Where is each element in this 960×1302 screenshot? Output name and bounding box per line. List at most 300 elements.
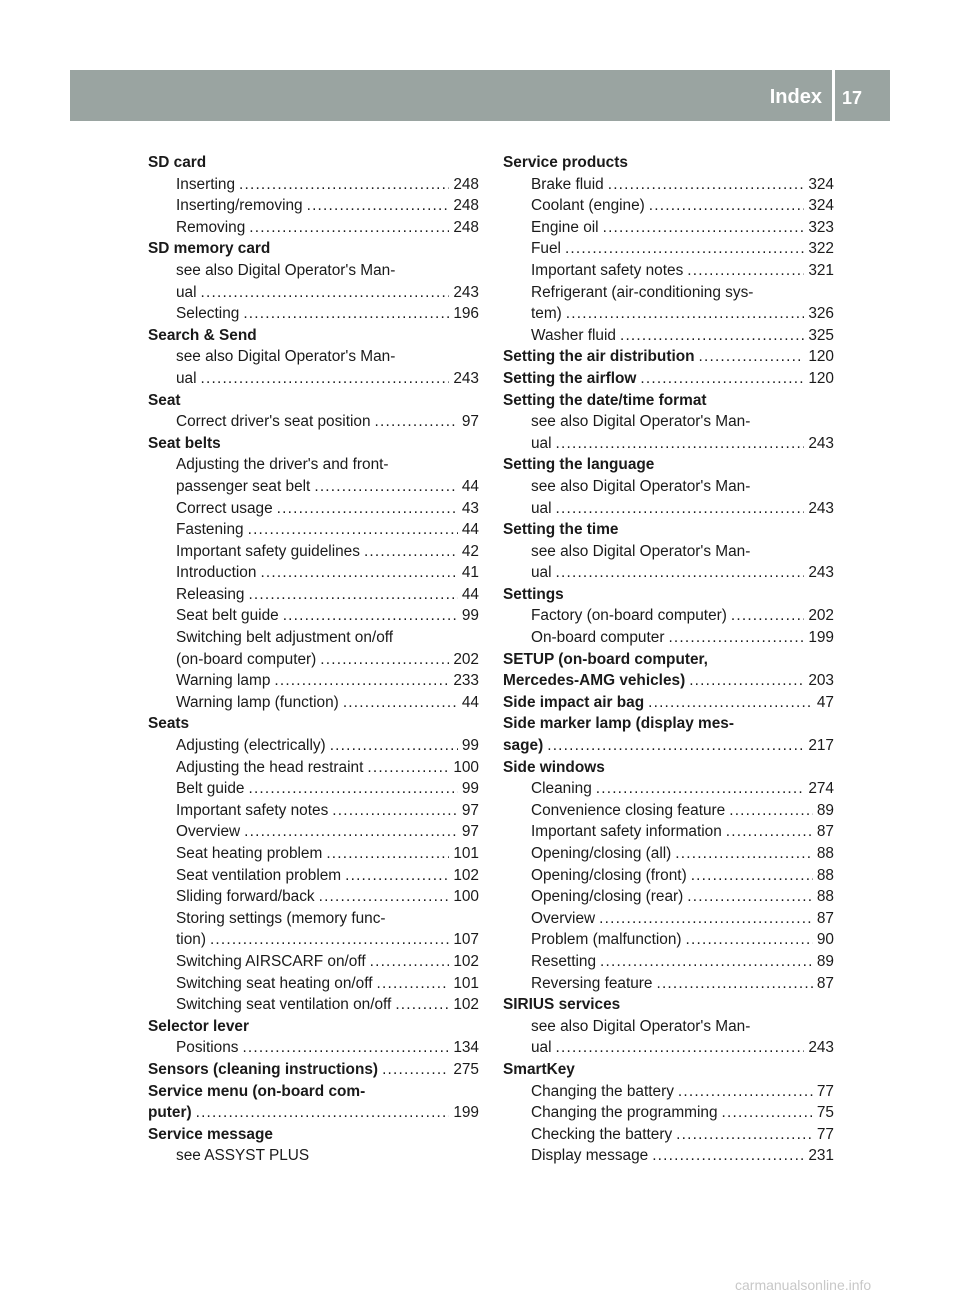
leader-dots <box>326 843 449 865</box>
leader-dots <box>244 821 458 843</box>
index-entry <box>148 1037 479 1059</box>
index-entry <box>148 1145 479 1167</box>
leader-dots <box>248 519 458 541</box>
entry-label: Setting the time <box>503 521 619 539</box>
index-entry <box>148 908 479 930</box>
leader-dots <box>364 541 458 563</box>
index-heading <box>148 1059 479 1081</box>
index-entry <box>148 346 479 368</box>
page-ref[interactable]: 231 <box>808 1147 834 1165</box>
index-entry <box>503 865 834 887</box>
leader-dots <box>678 1081 813 1103</box>
page-ref[interactable]: 322 <box>808 240 834 258</box>
page-ref[interactable]: 75 <box>816 1104 834 1122</box>
leader-dots <box>332 800 458 822</box>
index-heading <box>148 433 479 455</box>
leader-dots <box>722 1102 813 1124</box>
entry-label: Resetting <box>531 952 597 970</box>
index-heading <box>503 454 834 476</box>
entry-label: Mercedes-AMG vehicles) <box>503 672 686 690</box>
index-heading <box>503 757 834 779</box>
leader-dots <box>277 498 458 520</box>
index-entry <box>503 1016 834 1038</box>
leader-dots <box>649 195 805 217</box>
page-ref[interactable]: 321 <box>808 261 834 279</box>
leader-dots <box>675 843 813 865</box>
entry-label: Service message <box>148 1125 273 1143</box>
page-ref[interactable]: 87 <box>816 974 834 992</box>
index-heading <box>148 390 479 412</box>
entry-label: Correct usage <box>176 499 273 517</box>
index-entry <box>503 325 834 347</box>
index-entry <box>148 498 479 520</box>
index-entry <box>148 649 479 671</box>
entry-label: Side marker lamp (display mes- <box>503 715 734 733</box>
entry-label: see also Digital Operator's Man- <box>176 348 396 366</box>
entry-label: Display message <box>531 1147 649 1165</box>
leader-dots <box>731 605 804 627</box>
index-heading <box>503 368 834 390</box>
index-heading <box>503 994 834 1016</box>
page-ref[interactable]: 243 <box>808 564 834 582</box>
entry-label: ual <box>531 564 552 582</box>
index-heading <box>503 735 834 757</box>
watermark: carmanualsonline.info <box>735 1277 872 1293</box>
entry-label: sage) <box>503 737 544 755</box>
index-entry <box>148 929 479 951</box>
page-ref[interactable]: 248 <box>453 218 479 236</box>
index-entry <box>148 562 479 584</box>
page-ref[interactable]: 99 <box>461 780 479 798</box>
header-divider <box>832 70 835 121</box>
page-ref[interactable]: 323 <box>808 218 834 236</box>
index-entry <box>503 843 834 865</box>
leader-dots <box>656 973 812 995</box>
entry-label: see also Digital Operator's Man- <box>531 413 751 431</box>
page-ref[interactable]: 325 <box>808 326 834 344</box>
index-entry <box>503 1037 834 1059</box>
index-entry <box>503 217 834 239</box>
index-heading <box>148 1124 479 1146</box>
entry-label: Switching seat heating on/off <box>176 974 373 992</box>
leader-dots <box>686 929 813 951</box>
index-entry <box>503 174 834 196</box>
leader-dots <box>274 670 449 692</box>
page-ref[interactable]: 274 <box>808 780 834 798</box>
entry-label: Coolant (engine) <box>531 197 645 215</box>
entry-label: tion) <box>176 931 206 949</box>
index-entry <box>503 411 834 433</box>
entry-label: SD memory card <box>148 240 271 258</box>
entry-label: Changing the programming <box>531 1104 718 1122</box>
page-ref[interactable]: 120 <box>808 369 834 387</box>
page-ref[interactable]: 44 <box>461 477 479 495</box>
entry-label: passenger seat belt <box>176 477 311 495</box>
leader-dots <box>283 605 458 627</box>
entry-label: SD card <box>148 154 207 171</box>
entry-label: Opening/closing (front) <box>531 866 687 884</box>
entry-label: ual <box>531 434 552 452</box>
entry-label: Inserting/removing <box>176 197 303 215</box>
index-entry <box>148 735 479 757</box>
index-entry <box>148 865 479 887</box>
index-entry <box>503 778 834 800</box>
entry-label: Seat belt guide <box>176 607 279 625</box>
entry-label: SmartKey <box>503 1060 575 1078</box>
leader-dots <box>668 627 804 649</box>
page-ref[interactable]: 326 <box>808 305 834 323</box>
entry-label: Changing the battery <box>531 1082 674 1100</box>
entry-label: ual <box>531 1039 552 1057</box>
leader-dots <box>375 411 458 433</box>
leader-dots <box>330 735 458 757</box>
leader-dots <box>620 325 804 347</box>
index-column-left <box>148 152 479 1167</box>
entry-label: Setting the air distribution <box>503 348 695 366</box>
index-entry <box>148 973 479 995</box>
index-heading <box>503 670 834 692</box>
entry-label: Belt guide <box>176 780 245 798</box>
page-ref[interactable]: 44 <box>461 693 479 711</box>
page-ref[interactable]: 243 <box>808 434 834 452</box>
index-entry <box>148 282 479 304</box>
entry-label: Fastening <box>176 521 244 539</box>
entry-label: tem) <box>531 305 562 323</box>
page-ref[interactable]: 42 <box>461 542 479 560</box>
index-entry <box>503 238 834 260</box>
index-entry <box>148 195 479 217</box>
index-entry <box>148 411 479 433</box>
index-heading <box>503 519 834 541</box>
index-entry <box>148 174 479 196</box>
entry-label: On-board computer <box>531 629 665 647</box>
entry-label: Setting the date/time format <box>503 391 707 409</box>
index-heading <box>148 1016 479 1038</box>
page-ref[interactable]: 324 <box>808 175 834 193</box>
leader-dots <box>652 1145 804 1167</box>
index-entry <box>148 670 479 692</box>
index-entry <box>503 821 834 843</box>
index-entry <box>148 368 479 390</box>
index-entry <box>503 886 834 908</box>
page-ref[interactable]: 101 <box>453 845 479 862</box>
entry-label: Opening/closing (all) <box>531 845 672 862</box>
page-ref[interactable]: 41 <box>461 564 479 582</box>
page-ref[interactable]: 217 <box>808 737 834 755</box>
entry-label: Opening/closing (rear) <box>531 888 684 906</box>
leader-dots <box>687 886 813 908</box>
index-entry <box>503 973 834 995</box>
index-entry <box>148 951 479 973</box>
page-ref[interactable]: 100 <box>453 758 479 776</box>
index-entry <box>503 282 834 304</box>
page-ref[interactable]: 243 <box>453 369 479 387</box>
leader-dots <box>345 865 449 887</box>
leader-dots <box>249 217 449 239</box>
entry-label: Switching seat ventilation on/off <box>176 996 392 1014</box>
leader-dots <box>382 1059 449 1081</box>
leader-dots <box>640 368 804 390</box>
index-heading <box>503 692 834 714</box>
entry-label: see also Digital Operator's Man- <box>531 1017 751 1035</box>
index-heading <box>148 713 479 735</box>
page-ref[interactable]: 44 <box>461 585 479 603</box>
leader-dots <box>210 929 449 951</box>
index-entry <box>148 886 479 908</box>
entry-label: Adjusting the driver's and front- <box>176 456 389 474</box>
index-heading <box>503 1059 834 1081</box>
page-ref[interactable]: 47 <box>816 693 834 711</box>
entry-label: see also Digital Operator's Man- <box>531 477 751 495</box>
index-entry <box>503 498 834 520</box>
page-ref[interactable]: 275 <box>453 1060 479 1078</box>
index-entry <box>503 1145 834 1167</box>
leader-dots <box>729 800 813 822</box>
page-ref[interactable]: 196 <box>453 305 479 323</box>
entry-label: Storing settings (memory func- <box>176 909 386 927</box>
index-heading <box>503 713 834 735</box>
index-entry <box>148 605 479 627</box>
index-heading <box>148 1081 479 1103</box>
page-ref[interactable]: 102 <box>453 866 479 884</box>
section-title: Index <box>769 86 822 108</box>
page-ref[interactable]: 97 <box>461 801 479 819</box>
leader-dots <box>367 757 449 779</box>
page-ref[interactable]: 90 <box>816 931 834 949</box>
leader-dots <box>565 238 804 260</box>
entry-label: Overview <box>531 909 596 927</box>
entry-label: Washer fluid <box>531 326 616 344</box>
index-entry <box>503 562 834 584</box>
index-entry <box>148 303 479 325</box>
leader-dots <box>648 692 813 714</box>
leader-dots <box>726 821 813 843</box>
entry-label: Switching AIRSCARF on/off <box>176 952 366 970</box>
page-ref[interactable]: 99 <box>461 607 479 625</box>
leader-dots <box>370 951 450 973</box>
index-entry <box>148 843 479 865</box>
entry-label: SETUP (on-board computer, <box>503 650 708 668</box>
entry-label: Selector lever <box>148 1017 249 1035</box>
entry-label: Cleaning <box>531 780 592 798</box>
entry-label: Selecting <box>176 305 240 323</box>
index-heading <box>148 238 479 260</box>
leader-dots <box>691 865 813 887</box>
entry-label: Settings <box>503 585 564 603</box>
page-ref[interactable]: 248 <box>453 197 479 215</box>
leader-dots <box>239 174 449 196</box>
entry-label: Removing <box>176 218 246 236</box>
entry-label: Seat belts <box>148 434 221 452</box>
index-entry <box>148 692 479 714</box>
index-heading <box>503 649 834 671</box>
leader-dots <box>377 973 450 995</box>
page-ref[interactable]: 99 <box>461 737 479 755</box>
page-ref[interactable]: 102 <box>453 952 479 970</box>
page-ref[interactable]: 107 <box>453 931 479 949</box>
entry-label: see also Digital Operator's Man- <box>176 261 396 279</box>
leader-dots <box>600 951 813 973</box>
page-number: 17 <box>842 88 863 108</box>
index-entry <box>503 908 834 930</box>
page-ref[interactable]: 248 <box>453 175 479 193</box>
leader-dots <box>556 498 805 520</box>
index-entry <box>148 821 479 843</box>
leader-dots <box>556 1037 805 1059</box>
leader-dots <box>242 1037 449 1059</box>
index-entry <box>148 800 479 822</box>
entry-label: Service menu (on-board com- <box>148 1082 366 1100</box>
page-ref[interactable]: 243 <box>808 1039 834 1057</box>
page-ref[interactable]: 77 <box>816 1082 834 1100</box>
page-ref[interactable]: 203 <box>808 672 834 690</box>
index-column-right <box>503 152 834 1167</box>
page-ref[interactable]: 101 <box>453 974 479 992</box>
index-entry <box>503 605 834 627</box>
index-entry <box>503 1081 834 1103</box>
entry-label: ual <box>176 369 197 387</box>
page-ref[interactable]: 43 <box>461 499 479 517</box>
index-entry <box>503 627 834 649</box>
entry-label: Side impact air bag <box>503 693 645 711</box>
index-heading <box>148 152 479 174</box>
entry-label: Positions <box>176 1039 239 1057</box>
leader-dots <box>676 1124 813 1146</box>
leader-dots <box>689 670 804 692</box>
index-heading <box>503 346 834 368</box>
page-ref[interactable]: 89 <box>816 952 834 970</box>
entry-label: Sliding forward/back <box>176 888 315 906</box>
index-entry <box>503 260 834 282</box>
page-ref[interactable]: 199 <box>808 629 834 647</box>
index-entry <box>148 584 479 606</box>
page-ref[interactable]: 87 <box>816 909 834 927</box>
entry-label: see ASSYST PLUS <box>176 1147 310 1165</box>
leader-dots <box>395 994 449 1016</box>
index-entry <box>148 778 479 800</box>
page-ref[interactable]: 97 <box>461 823 479 841</box>
entry-label: Important safety information <box>531 823 722 841</box>
index-entry <box>503 195 834 217</box>
index-entry <box>148 627 479 649</box>
leader-dots <box>320 649 449 671</box>
entry-label: Important safety notes <box>531 261 684 279</box>
index-heading <box>503 584 834 606</box>
entry-label: ual <box>176 283 197 301</box>
entry-label: Seat heating problem <box>176 845 323 862</box>
leader-dots <box>596 778 805 800</box>
leader-dots <box>556 562 805 584</box>
index-entry <box>503 476 834 498</box>
entry-label: Warning lamp (function) <box>176 693 339 711</box>
entry-label: Seat <box>148 391 181 409</box>
index-entry <box>148 260 479 282</box>
leader-dots <box>319 886 450 908</box>
leader-dots <box>608 174 805 196</box>
page-ref[interactable]: 202 <box>453 650 479 668</box>
page-ref[interactable]: 88 <box>816 888 834 906</box>
index-entry <box>503 951 834 973</box>
leader-dots <box>603 217 805 239</box>
entry-label: Brake fluid <box>531 175 604 193</box>
index-entry <box>148 217 479 239</box>
index-heading <box>503 390 834 412</box>
entry-label: see also Digital Operator's Man- <box>531 542 751 560</box>
leader-dots <box>314 476 458 498</box>
entry-label: Setting the language <box>503 456 655 474</box>
page-ref[interactable]: 100 <box>453 888 479 906</box>
page-ref[interactable]: 120 <box>808 348 834 366</box>
index-entry <box>503 1102 834 1124</box>
entry-label: ual <box>531 499 552 517</box>
page-ref[interactable]: 87 <box>816 823 834 841</box>
entry-label: Service products <box>503 154 628 171</box>
leader-dots <box>699 346 805 368</box>
index-entry <box>503 541 834 563</box>
page-ref[interactable]: 89 <box>816 801 834 819</box>
entry-label: Warning lamp <box>176 672 271 690</box>
page-ref[interactable]: 88 <box>816 866 834 884</box>
page-ref[interactable]: 102 <box>453 996 479 1014</box>
leader-dots <box>201 282 450 304</box>
entry-label: Side windows <box>503 758 605 776</box>
entry-label: Releasing <box>176 585 245 603</box>
entry-label: Refrigerant (air-conditioning sys- <box>531 283 754 301</box>
leader-dots <box>243 303 449 325</box>
page-ref[interactable]: 97 <box>461 413 479 431</box>
leader-dots <box>196 1102 450 1124</box>
entry-label: Search & Send <box>148 326 257 344</box>
entry-label: Inserting <box>176 175 236 193</box>
leader-dots <box>307 195 450 217</box>
page-ref[interactable]: 324 <box>808 197 834 215</box>
entry-label: Checking the battery <box>531 1125 673 1143</box>
index-heading <box>148 1102 479 1124</box>
entry-label: Sensors (cleaning instructions) <box>148 1060 379 1078</box>
leader-dots <box>547 735 804 757</box>
page-ref[interactable]: 134 <box>453 1039 479 1057</box>
entry-label: Setting the airflow <box>503 369 637 387</box>
leader-dots <box>566 303 805 325</box>
entry-label: Fuel <box>531 240 561 258</box>
entry-label: Engine oil <box>531 218 599 236</box>
page-ref[interactable]: 233 <box>453 672 479 690</box>
page-ref[interactable]: 88 <box>816 845 834 862</box>
leader-dots <box>599 908 813 930</box>
page-ref[interactable]: 202 <box>808 607 834 625</box>
leader-dots <box>260 562 457 584</box>
index-entry <box>503 800 834 822</box>
page-ref[interactable]: 77 <box>816 1125 834 1143</box>
entry-label: Introduction <box>176 564 257 582</box>
leader-dots <box>687 260 804 282</box>
index-entry <box>148 454 479 476</box>
index-entry <box>148 757 479 779</box>
leader-dots <box>248 584 457 606</box>
index-entry <box>503 433 834 455</box>
page-ref[interactable]: 243 <box>453 283 479 301</box>
leader-dots <box>248 778 457 800</box>
entry-label: Important safety notes <box>176 801 329 819</box>
leader-dots <box>556 433 805 455</box>
index-heading <box>148 325 479 347</box>
page-ref[interactable]: 44 <box>461 521 479 539</box>
entry-label: Adjusting the head restraint <box>176 758 364 776</box>
page-ref[interactable]: 243 <box>808 499 834 517</box>
page-ref[interactable]: 199 <box>453 1104 479 1122</box>
index-entry <box>503 303 834 325</box>
entry-label: (on-board computer) <box>176 650 317 668</box>
